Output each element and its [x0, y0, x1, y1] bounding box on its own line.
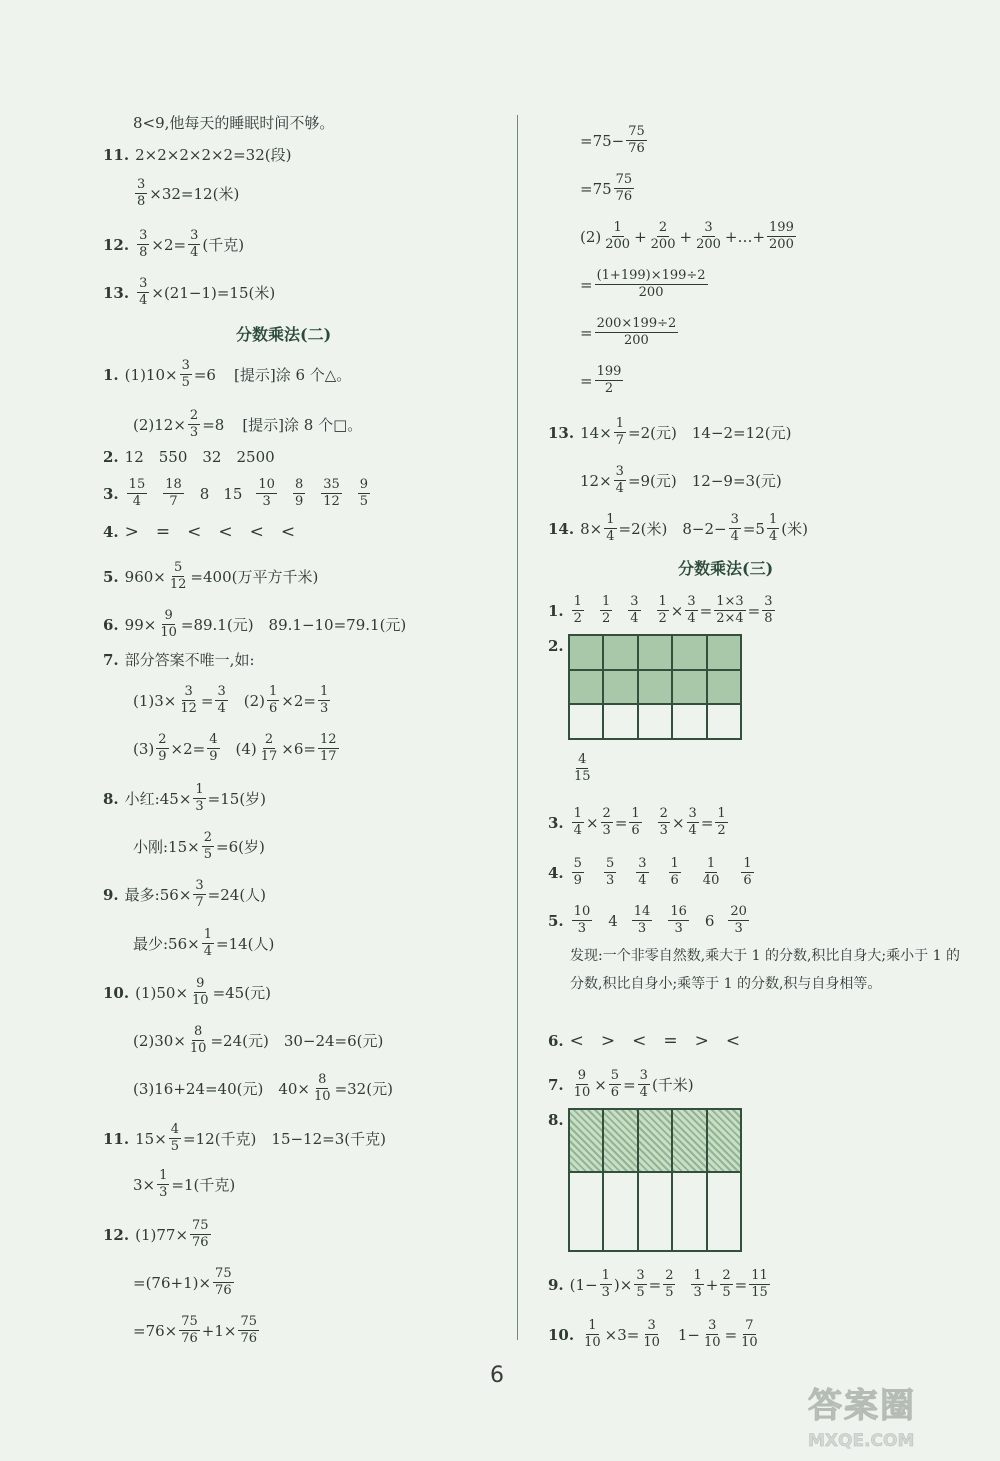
s3-answer-8: 8. — [548, 1111, 564, 1129]
s2-answer-1a: 1. (1)10× $\frac{3}{5}$ =6 [提示]涂 6 个△。 — [103, 358, 352, 390]
right-line-3: (2) $\frac{1}{200}$ + $\frac{2}{200}$ + $\frac{3}{200}$ +…+ $\frac{199}{200}$ — [580, 220, 794, 252]
right-line-4: = $\frac{(1+199)\times 199\div 2}{200}$ — [580, 268, 706, 300]
s3-answer-5: 5. $\frac{10}{3}$ 4 $\frac{14}{3}$ $\frac{16}{3}$ 6 $\frac{20}{3}$ — [548, 904, 747, 936]
s3-answer-5-discovery: 发现:一个非零自然数,乘大于 1 的分数,积比自身大;乘小于 1 的分数,积比自身小;乘等于 1 的分数,积与自身相等。 — [570, 948, 960, 992]
column-divider — [517, 115, 518, 1340]
right-line-5: = $\frac{200\times 199\div 2}{200}$ — [580, 316, 677, 348]
s2-answer-8a: 8. 小红:45× $\frac{1}{3}$ =15(岁) — [103, 782, 267, 814]
answer-11: 11. 2×2×2×2×2=32(段) — [103, 146, 292, 164]
s2-answer-2: 2. 12 550 32 2500 — [103, 448, 275, 466]
s3-answer-2: 2. — [548, 637, 564, 655]
answer-13: 13. $\frac{3}{4}$ ×(21−1)=15(米) — [103, 276, 276, 308]
s2-answer-1b: (2)12× $\frac{2}{3}$ =8 [提示]涂 8 个□。 — [133, 408, 363, 440]
right-answer-13b: 12× $\frac{3}{4}$ =9(元) 12−9=3(元) — [580, 464, 782, 496]
s2-answer-4: 4. > = < < < < — [103, 522, 296, 542]
line-sleep-conclusion: 8<9,他每天的睡眠时间不够。 — [133, 114, 335, 132]
section-title-2: 分数乘法(二) — [236, 325, 332, 344]
grid-figure-2 — [568, 634, 742, 740]
s2-answer-10a: 10. (1)50× $\frac{9}{10}$ =45(元) — [103, 976, 271, 1008]
s3-answer-4: 4. $\frac{5}{9}$ $\frac{5}{3}$ $\frac{3}{4}$ $\frac{1}{6}$ $\frac{1}{40}$ $\frac{1}{6}$ — [548, 856, 752, 888]
s3-answer-9: 9. (1− $\frac{1}{3}$ )× $\frac{3}{5}$ = $\frac{2}{5}$ $\frac{1}{3}$ + $\frac{2}{5}$ = $\frac{11}{15}$ — [548, 1268, 768, 1300]
s2-answer-9a: 9. 最多:56× $\frac{3}{7}$ =24(人) — [103, 878, 267, 910]
s3-answer-10: 10. $\frac{1}{10}$ ×3= $\frac{3}{10}$ 1− $\frac{3}{10}$ = $\frac{7}{10}$ — [548, 1318, 758, 1350]
s2-answer-10c: (3)16+24=40(元) 40× $\frac{8}{10}$ =32(元) — [133, 1072, 393, 1104]
answer-11-b: $\frac{3}{8}$ ×32=12(米) — [137, 177, 240, 209]
s2-answer-12c: =76× $\frac{75}{76}$ +1× $\frac{75}{76}$ — [133, 1314, 258, 1346]
watermark-logo: 答案圈 MXQE.COM — [808, 1386, 916, 1451]
s2-answer-10b: (2)30× $\frac{8}{10}$ =24(元) 30−24=6(元) — [133, 1024, 384, 1056]
right-answer-14: 14. 8× $\frac{1}{4}$ =2(米) 8−2− $\frac{3}{4}$ =5 $\frac{1}{4}$ (米) — [548, 512, 808, 544]
s2-answer-7: 7. 部分答案不唯一,如: — [103, 651, 255, 669]
s2-answer-3: 3. $\frac{15}{4}$ $\frac{18}{7}$ 8 15 $\frac{10}{3}$ $\frac{8}{9}$ $\frac{35}{12}$ $\frac{9}{5}$ — [103, 477, 369, 509]
s2-answer-6: 6. 99× $\frac{9}{10}$ =89.1(元) 89.1−10=79.1(元) — [103, 608, 407, 640]
s2-answer-7-line2: (3) $\frac{2}{9}$ ×2= $\frac{4}{9}$ (4) $\frac{2}{17}$ ×6= $\frac{12}{17}$ — [133, 732, 337, 764]
right-line-6: = $\frac{199}{2}$ — [580, 364, 622, 396]
right-answer-13a: 13. 14× $\frac{1}{7}$ =2(元) 14−2=12(元) — [548, 416, 792, 448]
s3-answer-3: 3. $\frac{1}{4}$ × $\frac{2}{3}$ = $\frac{1}{6}$ $\frac{2}{3}$ × $\frac{3}{4}$ = $\frac{1}{2}$ — [548, 806, 726, 838]
s2-answer-8b: 小刚:15× $\frac{2}{5}$ =6(岁) — [133, 830, 265, 862]
s2-answer-11a: 11. 15× $\frac{4}{5}$ =12(千克) 15−12=3(千克) — [103, 1122, 386, 1154]
s2-answer-5: 5. 960× $\frac{5}{12}$ =400(万平方千米) — [103, 560, 319, 592]
s2-answer-12a: 12. (1)77× $\frac{75}{76}$ — [103, 1218, 209, 1250]
grid-figure-8 — [568, 1108, 742, 1252]
answer-12: 12. $\frac{3}{8}$ ×2= $\frac{3}{4}$ (千克) — [103, 228, 245, 260]
page-number: 6 — [490, 1363, 504, 1388]
s2-answer-9b: 最少:56× $\frac{1}{4}$ =14(人) — [133, 927, 275, 959]
section-title-3: 分数乘法(三) — [678, 559, 774, 578]
s3-answer-1: 1. $\frac{1}{2}$ $\frac{1}{2}$ $\frac{3}{4}$ $\frac{1}{2}$ × $\frac{3}{4}$ = $\frac{1\times 3}{2\times 4}$ = $\frac{3}{8}$ — [548, 594, 773, 626]
s2-answer-7-line1: (1)3× $\frac{3}{12}$ = $\frac{3}{4}$ (2) $\frac{1}{6}$ ×2= $\frac{1}{3}$ — [133, 684, 329, 716]
right-line-2: =75 $\frac{75}{76}$ — [580, 172, 633, 204]
s3-answer-7: 7. $\frac{9}{10}$ × $\frac{5}{6}$ = $\frac{3}{4}$ (千米) — [548, 1068, 694, 1100]
s3-answer-2-fraction: $\frac{4}{15}$ — [574, 752, 591, 784]
s2-answer-11b: 3× $\frac{1}{3}$ =1(千克) — [133, 1168, 236, 1200]
right-line-1: =75− $\frac{75}{76}$ — [580, 124, 645, 156]
s3-answer-6: 6. < > < = > < — [548, 1031, 741, 1051]
s2-answer-12b: =(76+1)× $\frac{75}{76}$ — [133, 1266, 232, 1298]
